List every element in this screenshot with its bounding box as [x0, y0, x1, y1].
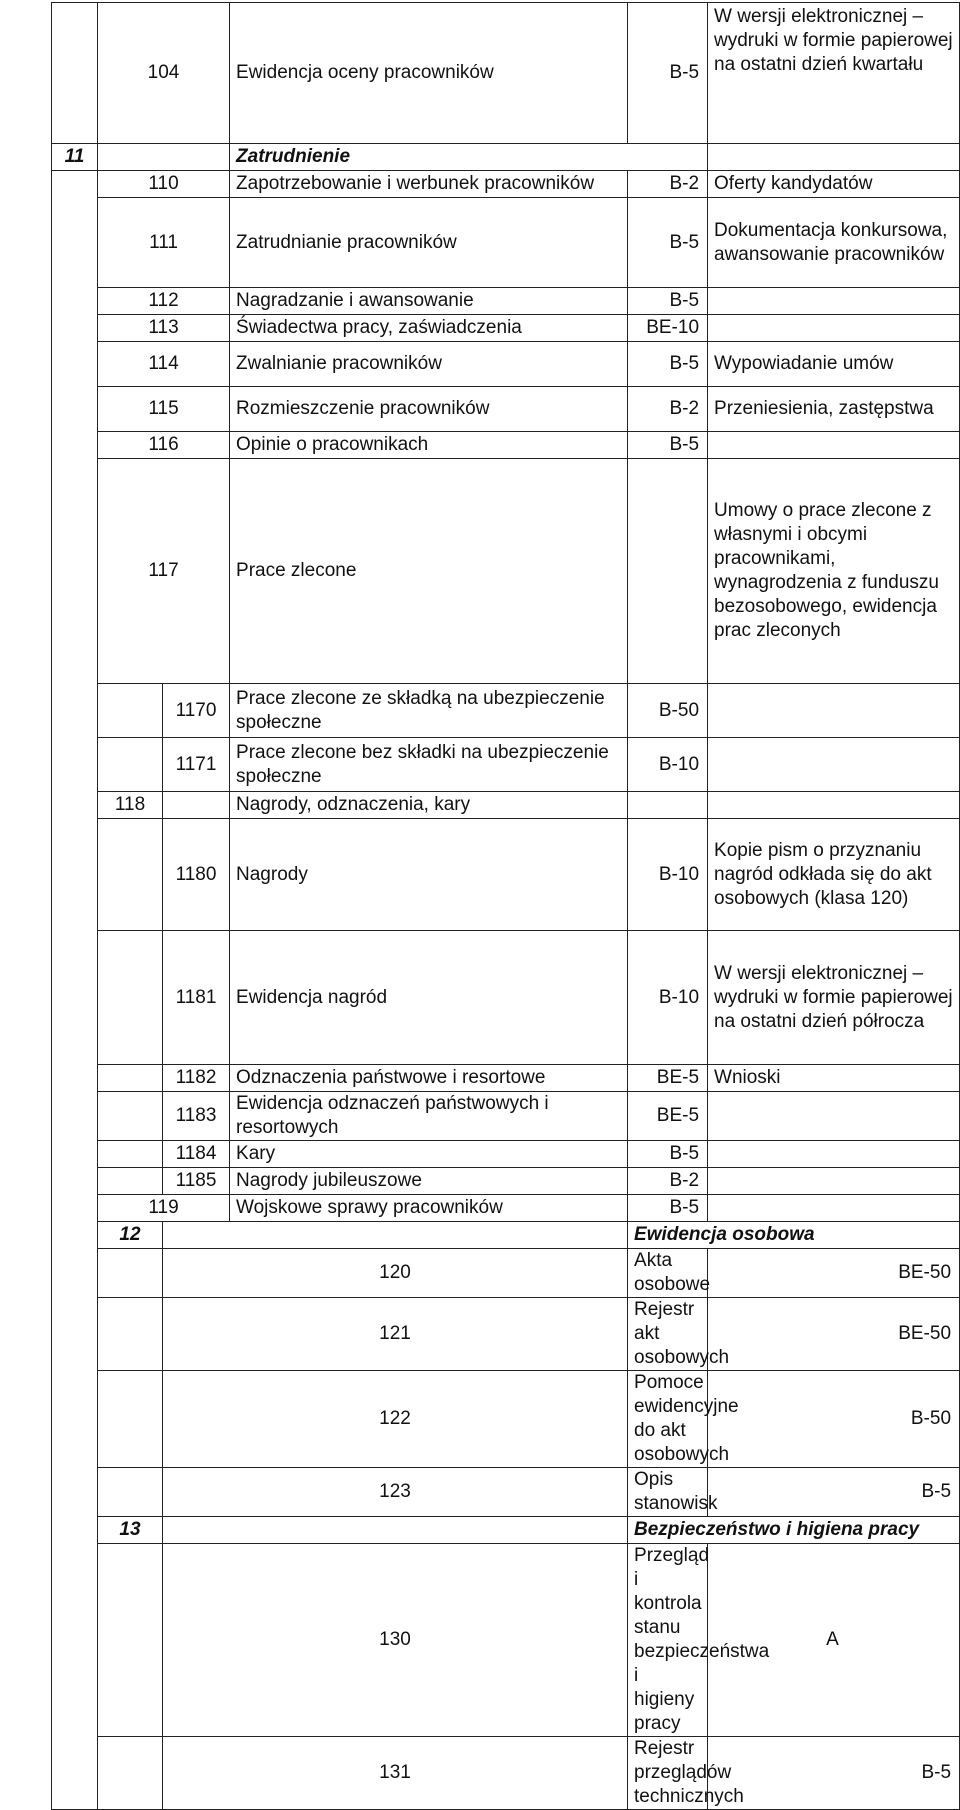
class-title: Nagrody: [230, 819, 628, 931]
note: Wypowiadanie umów: [708, 342, 960, 387]
table-row: [52, 171, 960, 198]
table-row: [52, 387, 960, 432]
table-row: [52, 1371, 960, 1468]
class-title: Ewidencja odznaczeń państwowych i resortowych: [230, 1092, 628, 1141]
class-title: Rozmieszczenie pracowników: [230, 387, 628, 432]
category: BE-50: [708, 1298, 960, 1371]
class-title: Rejestr przeglądów technicznych: [628, 1737, 708, 1810]
class-number: 115: [98, 387, 230, 432]
class-number: 112: [98, 288, 230, 315]
table-row: [52, 288, 960, 315]
class-number: 130: [163, 1544, 628, 1737]
class-title: Nagradzanie i awansowanie: [230, 288, 628, 315]
category: B-10: [628, 819, 708, 931]
category: B-5: [628, 432, 708, 459]
table-row: [52, 1468, 960, 1517]
table-row: [52, 819, 960, 931]
table-row: [52, 792, 960, 819]
category: BE-5: [628, 1065, 708, 1092]
class-number: 1182: [163, 1065, 230, 1092]
section-title: Bezpieczeństwo i higiena pracy: [628, 1517, 960, 1544]
class-number: 118: [98, 792, 163, 819]
class-number: 119: [98, 1195, 230, 1222]
category: B-5: [708, 1737, 960, 1810]
class-title: Rejestr akt osobowych: [628, 1298, 708, 1371]
class-title: Ewidencja oceny pracowników: [230, 3, 628, 144]
category: BE-50: [708, 1249, 960, 1298]
class-number: 122: [163, 1371, 628, 1468]
class-title: Prace zlecone bez składki na ubezpieczenie społeczne: [230, 738, 628, 792]
category: BE-5: [628, 1092, 708, 1141]
section-row: [52, 144, 960, 171]
class-number: 120: [163, 1249, 628, 1298]
note: W wersji elektronicznej – wydruki w formie papierowej na ostatni dzień kwartału: [708, 3, 960, 144]
class-title: Zwalnianie pracowników: [230, 342, 628, 387]
class-title: Nagrody, odznaczenia, kary: [230, 792, 628, 819]
category: B-2: [628, 387, 708, 432]
category: B-10: [628, 931, 708, 1065]
class-number: 1183: [163, 1092, 230, 1141]
class-title: Opinie o pracownikach: [230, 432, 628, 459]
category: B-5: [628, 1195, 708, 1222]
category: B-2: [628, 1168, 708, 1195]
class-title: Ewidencja nagród: [230, 931, 628, 1065]
table-row: [52, 1065, 960, 1092]
section-row: [52, 1517, 960, 1544]
note: Kopie pism o przyznaniu nagród odkłada się do akt osobowych (klasa 120): [708, 819, 960, 931]
class-title: Opis stanowisk: [628, 1468, 708, 1517]
class-number: 131: [163, 1737, 628, 1810]
class-number: 1171: [163, 738, 230, 792]
note: Oferty kandydatów: [708, 171, 960, 198]
class-number: 114: [98, 342, 230, 387]
class-number: 1184: [163, 1141, 230, 1168]
class-title: Wojskowe sprawy pracowników: [230, 1195, 628, 1222]
section-number: 13: [98, 1517, 163, 1544]
class-number: 1170: [163, 684, 230, 738]
table-row: [52, 315, 960, 342]
class-title: Prace zlecone ze składką na ubezpieczenie społeczne: [230, 684, 628, 738]
table-row: [52, 1141, 960, 1168]
category: B-5: [628, 3, 708, 144]
class-title: Akta osobowe: [628, 1249, 708, 1298]
category: B-50: [628, 684, 708, 738]
note: Umowy o prace zlecone z własnymi i obcymi pracownikami, wynagrodzenia z funduszu bezosobowego, ewidencja prac zleconych: [708, 459, 960, 684]
class-number: 1181: [163, 931, 230, 1065]
table-row: [52, 1737, 960, 1810]
category: B-2: [628, 171, 708, 198]
class-number: 123: [163, 1468, 628, 1517]
note: Przeniesienia, zastępstwa: [708, 387, 960, 432]
category: B-5: [708, 1468, 960, 1517]
class-title: Świadectwa pracy, zaświadczenia: [230, 315, 628, 342]
section-number: 12: [98, 1222, 163, 1249]
class-number: 117: [98, 459, 230, 684]
class-number: 104: [98, 3, 230, 144]
class-title: Przegląd i kontrola stanu bezpieczeństwa i higieny pracy: [628, 1544, 708, 1737]
category: B-5: [628, 198, 708, 288]
class-title: Kary: [230, 1141, 628, 1168]
category: B-5: [628, 1141, 708, 1168]
table-row: [52, 1249, 960, 1298]
class-title: Zatrudnianie pracowników: [230, 198, 628, 288]
note: Wnioski: [708, 1065, 960, 1092]
class-title: Zapotrzebowanie i werbunek pracowników: [230, 171, 628, 198]
table-row: [52, 1168, 960, 1195]
table-row: [52, 432, 960, 459]
class-title: Nagrody jubileuszowe: [230, 1168, 628, 1195]
category: B-50: [708, 1371, 960, 1468]
class-number: 116: [98, 432, 230, 459]
table-row: [52, 198, 960, 288]
class-number: 113: [98, 315, 230, 342]
class-title: Pomoce ewidencyjne do akt osobowych: [628, 1371, 708, 1468]
table-row: [52, 3, 960, 144]
section-title: Ewidencja osobowa: [628, 1222, 960, 1249]
table-row: [52, 459, 960, 684]
section-title: Zatrudnienie: [230, 144, 708, 171]
table-row: [52, 1544, 960, 1737]
note: W wersji elektronicznej – wydruki w formie papierowej na ostatni dzień półrocza: [708, 931, 960, 1065]
table-row: [52, 931, 960, 1065]
section-number: 11: [52, 144, 98, 171]
class-number: 111: [98, 198, 230, 288]
category: B-10: [628, 738, 708, 792]
table-row: [52, 342, 960, 387]
table-row: [52, 1298, 960, 1371]
category: A: [708, 1544, 960, 1737]
class-number: 1185: [163, 1168, 230, 1195]
class-title: Prace zlecone: [230, 459, 628, 684]
note: Dokumentacja konkursowa, awansowanie pracowników: [708, 198, 960, 288]
class-number: 110: [98, 171, 230, 198]
category: B-5: [628, 288, 708, 315]
table-row: [52, 1092, 960, 1141]
class-title: Odznaczenia państwowe i resortowe: [230, 1065, 628, 1092]
records-table: [51, 2, 960, 1810]
category: BE-10: [628, 315, 708, 342]
table-row: [52, 684, 960, 738]
class-number: 121: [163, 1298, 628, 1371]
category: B-5: [628, 342, 708, 387]
class-number: 1180: [163, 819, 230, 931]
section-row: [52, 1222, 960, 1249]
table-row: [52, 738, 960, 792]
table-row: [52, 1195, 960, 1222]
